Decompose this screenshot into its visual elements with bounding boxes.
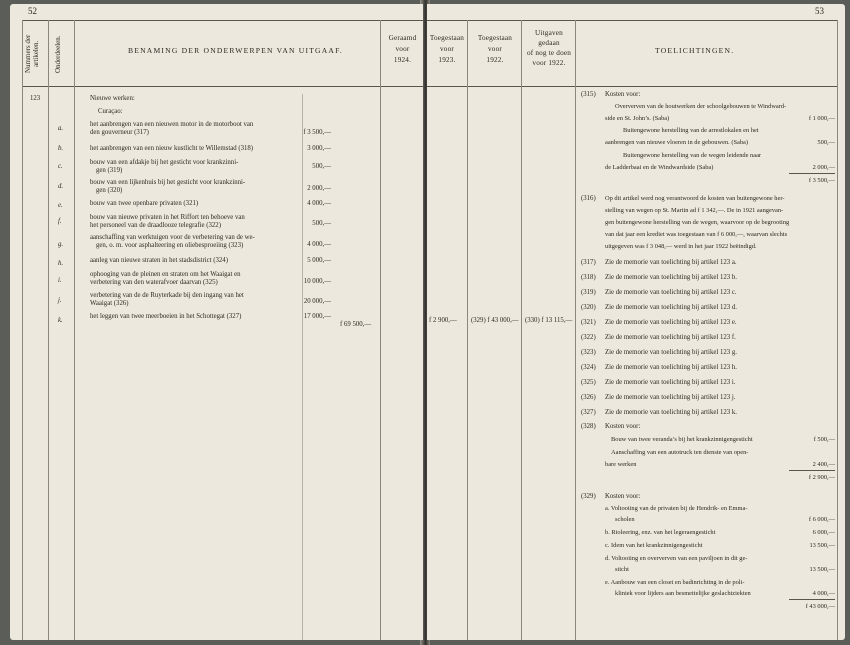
note-text: Zie de memorie van toelichting bij artikel 123 j. [605, 394, 736, 401]
note-ref: (321) [581, 319, 596, 326]
note-ref: (327) [581, 409, 596, 416]
amount-1923: f 2 900,— [429, 317, 457, 324]
header-notes: TOELICHTINGEN. [655, 46, 735, 55]
note-ref: (320) [581, 304, 596, 311]
left-page: 52 Nummers der artikelen. Onderdeelen. BENAMING DER ONDERWERPEN VAN UITGAAF. Geraamd voor 1924. 123 Nieuwe werken: Curaçao: a. het aanbrengen van een nieuwen motor in de motorboot van den gouverneur (317) f 3 500,— b. het aanbrengen van een nieuw kustlicht te Willemstad (318) 3 000,— c. bouw van een afdakje bij het gesticht voor krankzinni- gen (319) 500,— d. bouw van een lijkenhuis bij het gesticht voor krankzinni- gen (320) 2 000,— e. bouw van twee openbare privaten (321) 4 000,— f. bouw van nieuwe privaten in het Riffort ten behoeve van het personeel van de draadlooze telegrafie (322) 500,— g. aanschaffing van werktuigen voor de verbetering van de we- gen, o. m. voor asphalteering en oliebesproeiing (323) 4 000,— h. aanleg van nieuwe straten in het stadsdistrict (324) 5 000,— i. ophooging van de pleinen en straten om het Waaigat en verbetering van den waterafvoer daarvan (325) 10 000,— j. verbetering van de de Ruyterkade bij den ingang van het Waaigat (326) 20 000,— k. het leggen van twee meerboeien in het Schottegat (327) 17 000,— f 69 500,— [10, 4, 423, 640]
note-ref: (326) [581, 394, 596, 401]
left-page-number: 52 [28, 6, 37, 16]
note-subtotal: f 3 500,— [808, 177, 835, 184]
note-subtotal: f 2 900,— [808, 474, 835, 481]
note-text: Zie de memorie van toelichting bij artikel 123 f. [605, 334, 736, 341]
amount-1922: (329) f 43 000,— [471, 317, 519, 324]
note-ref: (318) [581, 274, 596, 281]
note-ref: (325) [581, 379, 596, 386]
header-bottom-rule [22, 86, 423, 87]
right-page: 53 Toegestaan voor 1923. Toegestaan voor 1922. Uitgaven gedaan of nog te doen voor 1922. TOELICHTINGEN. f 2 900,— (329) f 43 000,— (330) f 13 115,— (315) Kosten voor: Oververven van de houtwerken der schoolgebouwen te Windward- side en St. John’s. (Saba) f 1 000,— Buitengewone herstelling van de arrestlokalen en het aanbrengen van nieuwe vloeren in de gebouwen. (Saba) 500,— Buitengewone herstelling van de wegen leidende naar de Ladderbaai en de Windwardside (Saba) 2 000,— f 3 500,— (316) Op dit artikel werd nog verantwoord de kosten van buitengewone her- stelling van wegen op St. Martin ad f 1 342,—. De in 1921 aangevan- gen buitengewone herstelling van de wegen, waarvoor op de begrooting van dat jaar een krediet was toegestaan van f 6 000,—, waarvan slechts uitgegeven was f 3 048,— werd in het jaar 1922 beëindigd. (317) Zie de memorie van toelichting bij artikel 123 a. (318) Zie de memorie van toelichting bij artikel 123 b. (319) Zie de memorie van toelichting bij artikel 123 c. (320) Zie de memorie van toelichting bij artikel 123 d. (321) Zie de memorie van toelichting bij artikel 123 e. (322) Zie de memorie van toelichting bij artikel 123 f. (323) Zie de memorie van toelichting bij artikel 123 g. (324) Zie de memorie van toelichting bij artikel 123 h. (325) Zie de memorie van toelichting bij artikel 123 i. (326) Zie de memorie van toelichting bij artikel 123 j. (327) Zie de memorie van toelichting bij artikel 123 k. (328) Kosten voor: Bouw van twee veranda’s bij het krankzinnigengesticht f 500,— Aanschaffing van een autotruck ten dienste van open- bare werken 2 400,— f 2 900,— (329) Kosten voor: a. Voltooiing van de privaten bij de Hendrik- en Emma- scholen f 6 000,— b. Rioleering, enz. van het legeraengesticht 6 000,— c. Idem van het krankzinnigengesticht 13 500,— d. Voltooiing en oververven van een paviljoen in dit ge- sticht 13 500,— e. Aanbouw van een closet en badinrichting in de poli- kliniek voor lijders aan besmettelijke geslachtziekten 4 000,— f 43 000,— [427, 4, 845, 640]
note-text: Zie de memorie van toelichting bij artikel 123 g. [605, 349, 737, 356]
note-ref: (323) [581, 349, 596, 356]
header-allowed-1922: Toegestaan voor 1922. [477, 34, 513, 64]
note-text: Zie de memorie van toelichting bij artikel 123 c. [605, 289, 737, 296]
header-subdivisions: Onderdeelen. [54, 35, 62, 73]
amount-spent-1922: (330) f 13 115,— [525, 317, 573, 324]
note-text: Zie de memorie van toelichting bij artikel 123 a. [605, 259, 737, 266]
note-text: Zie de memorie van toelichting bij artikel 123 i. [605, 379, 736, 386]
header-top-rule [22, 20, 423, 21]
header-subject: BENAMING DER ONDERWERPEN VAN UITGAAF. [128, 46, 344, 55]
note-ref: (324) [581, 364, 596, 371]
header-budget-1924: Geraamd voor 1924. [388, 34, 417, 64]
header-article-numbers: Nummers der artikelen. [24, 34, 40, 74]
note-text: Zie de memorie van toelichting bij artikel 123 b. [605, 274, 737, 281]
note-ref: (322) [581, 334, 596, 341]
note-subtotal: f 43 000,— [805, 603, 835, 610]
note-text: Zie de memorie van toelichting bij artikel 123 h. [605, 364, 737, 371]
note-ref: (319) [581, 289, 596, 296]
right-page-number: 53 [815, 6, 824, 16]
note-ref: (317) [581, 259, 596, 266]
note-text: Zie de memorie van toelichting bij artikel 123 k. [605, 409, 737, 416]
article-total: f 69 500,— [340, 321, 372, 328]
article-number: 123 [30, 95, 41, 102]
header-expenditure-1922: Uitgaven gedaan of nog te doen voor 1922. [526, 29, 572, 67]
note-text: Zie de memorie van toelichting bij artikel 123 e. [605, 319, 737, 326]
section-title: Nieuwe werken: [90, 95, 135, 102]
place-heading: Curaçao: [98, 108, 123, 115]
header-allowed-1923: Toegestaan voor 1923. [429, 34, 465, 64]
note-text: Zie de memorie van toelichting bij artikel 123 d. [605, 304, 737, 311]
